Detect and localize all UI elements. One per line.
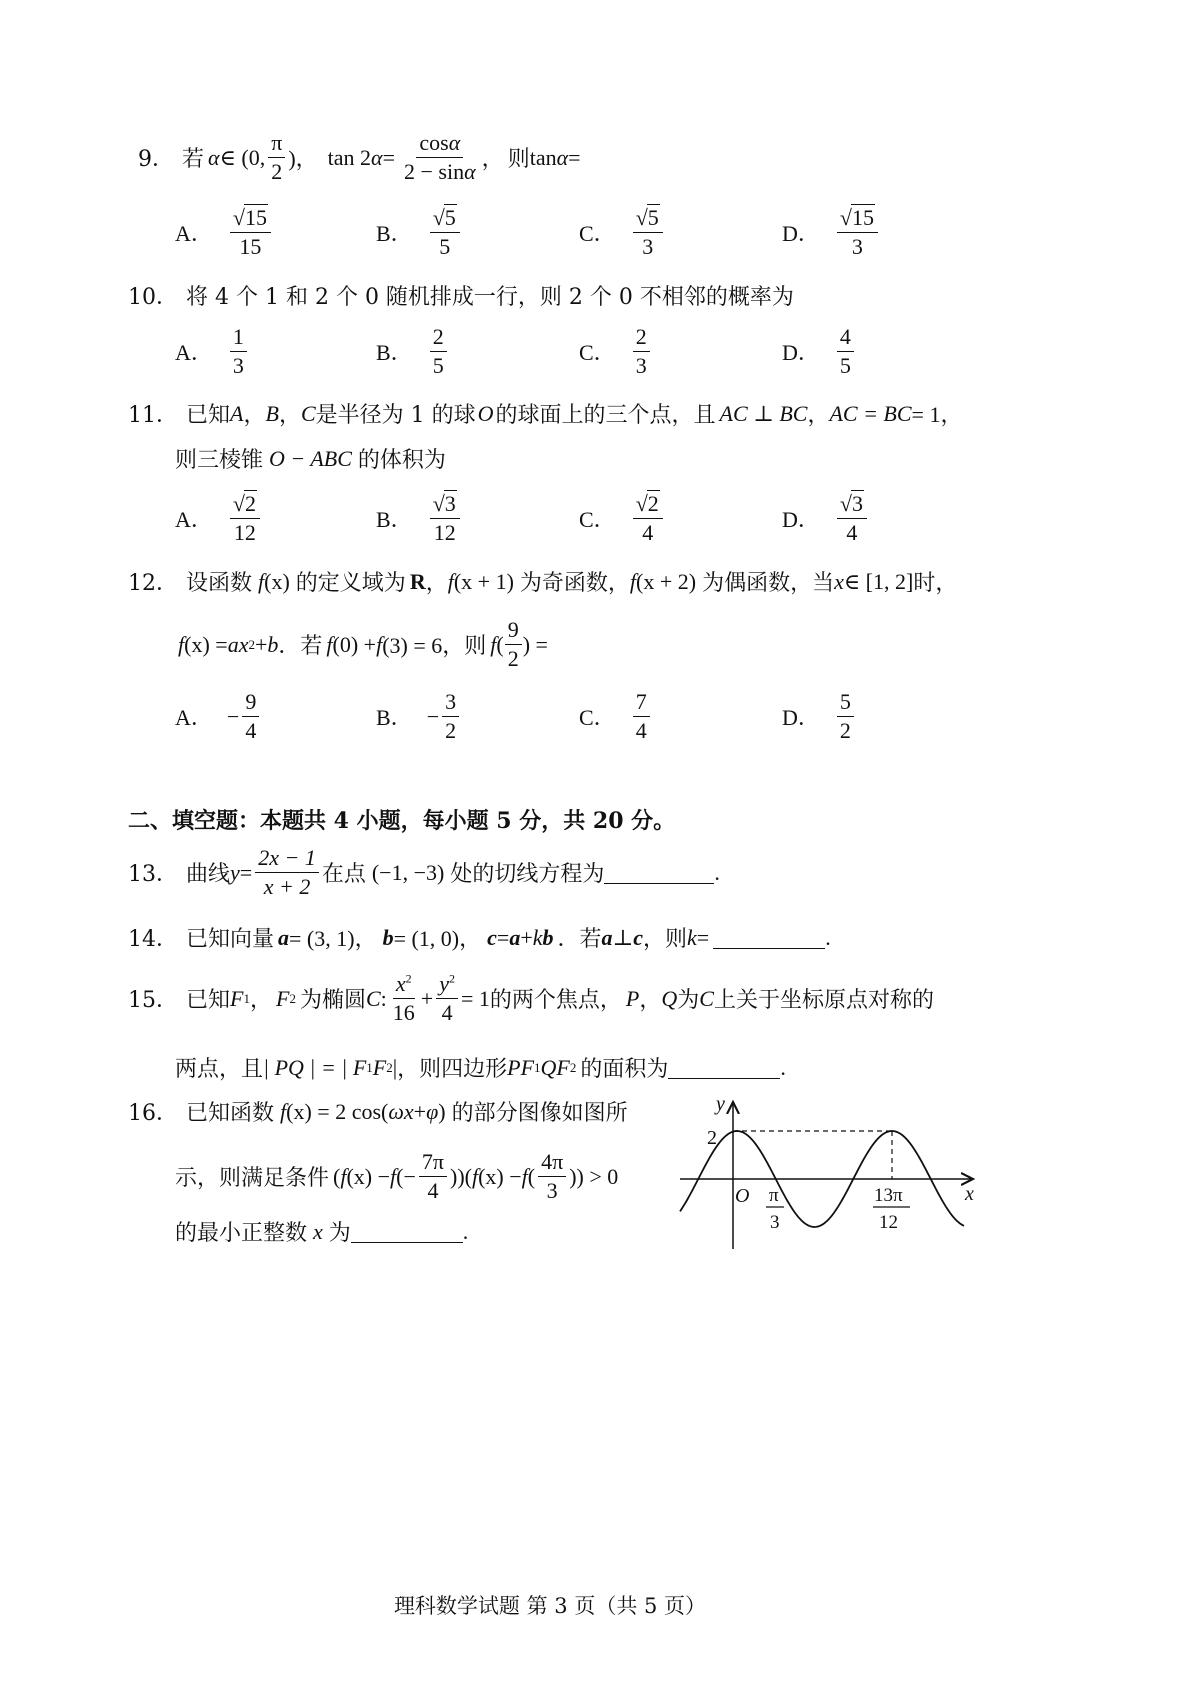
max-value-label: 2: [707, 1127, 717, 1149]
q15-answer-blank[interactable]: [668, 1056, 780, 1079]
q13-fraction: $\frac{2x - 1}{x + 2}$: [255, 846, 319, 899]
q16-stem-line2: 示，则满足条件 ( f (x) − f (− $\frac{7\pi}{4}$ ))( f (x) − f ( $\frac{4\pi}{3}$ )) > 0: [175, 1149, 619, 1204]
q16-stem-line1: 16． 已知函数 f (x) = 2 cos( ω x + φ ) 的部分图像如图所: [128, 1096, 628, 1127]
q14-answer-blank[interactable]: [713, 926, 825, 949]
q9-stem: 9． 若 α ∈ (0, $\frac{\pi}{2}$ )， tan 2 α = $\frac{\cos\alpha}{2 - \sin\alpha}$ ， 则 tan α =: [138, 130, 581, 185]
q10-stem: 10． 将 4 个 1 和 2 个 0 随机排成一行，则 2 个 0 不相邻的概率为: [128, 280, 794, 311]
q15-stem-line1: 15． 已知 F 1 ， F 2 为椭圆 C : $\frac{x^2}{16}$ + $\frac{y^2}{4}$ = 1 的两个焦点， P ， Q 为 C 上关于坐标原点对称的: [128, 971, 934, 1026]
q12-stem-line1: 12． 设函数 f (x) 的定义域为 R ， f (x + 1) 为奇函数， f (x + 2) 为偶函数，当 x ∈ [1, 2] 时，: [128, 566, 957, 597]
q12-option-c[interactable]: C． $\frac{7}{4}$: [579, 690, 653, 743]
tick-13pi-over-12-num: 13π: [874, 1185, 903, 1206]
q15-x2-over-16: $\frac{x^2}{16}$: [392, 971, 415, 1026]
q10-option-d[interactable]: D． $\frac{4}{5}$: [782, 325, 857, 378]
q13-stem: 13． 曲线 y = $\frac{2x - 1}{x + 2}$ 在点 (−1, −3) 处的切线方程为 .: [128, 845, 720, 900]
q11-number: 11．: [128, 403, 178, 428]
q9-option-c[interactable]: C． $\frac{√5}{3}$: [579, 206, 666, 259]
q16-number: 16．: [128, 1101, 178, 1126]
q9-option-b[interactable]: B． $\frac{√5}{5}$: [376, 206, 463, 259]
q10-option-a[interactable]: A． $\frac{1}{3}$: [175, 325, 250, 378]
q15-y2-over-4: $\frac{y^2}{4}$: [436, 972, 458, 1025]
q11-option-c[interactable]: C． $\frac{√2}{4}$: [579, 492, 666, 545]
q10-option-b[interactable]: B． $\frac{2}{5}$: [376, 325, 450, 378]
q12-option-a[interactable]: A． − $\frac{9}{4}$: [175, 690, 262, 743]
q16-answer-blank[interactable]: [351, 1220, 463, 1243]
y-axis-label: y: [716, 1094, 725, 1115]
q15-number: 15．: [128, 988, 178, 1014]
q9-tan2a-fraction: $\frac{\cos\alpha}{2 - \sin\alpha}$: [404, 130, 476, 185]
page-footer: 理科数学试题 第 3 页（共 5 页）: [393, 1594, 707, 1618]
q12-option-d[interactable]: D． $\frac{5}{2}$: [782, 690, 857, 743]
x-axis-label: x: [965, 1183, 974, 1205]
q12-number: 12．: [128, 571, 178, 596]
q14-number: 14．: [128, 927, 178, 952]
q12-stem-line2: f (x) = ax 2 + b ．若 f (0) + f (3) = 6，则 f ( $\frac{9}{2}$ ) =: [178, 617, 548, 672]
q15-stem-line2: 两点，且 | PQ | = | F 1 F 2 | ，则四边形 PF 1 QF 2 的面积为 .: [175, 1054, 786, 1082]
q16-7pi-over-4: $\frac{7\pi}{4}$: [419, 1150, 447, 1203]
q10-number: 10．: [128, 285, 178, 310]
q16-4pi-over-3: $\frac{4\pi}{3}$: [538, 1150, 566, 1203]
tick-13pi-over-12-den: 12: [879, 1212, 898, 1233]
q9-option-d[interactable]: D． $\frac{√15}{3}$: [782, 206, 881, 259]
tick-pi-over-3-den: 3: [770, 1212, 780, 1233]
q12-nine-halves: $\frac{9}{2}$: [505, 618, 522, 671]
q11-option-a[interactable]: A． $\frac{√2}{12}$: [175, 492, 263, 545]
q11-option-d[interactable]: D． $\frac{√3}{4}$: [782, 492, 870, 545]
q13-answer-blank[interactable]: [604, 861, 714, 884]
q10-option-c[interactable]: C． $\frac{2}{3}$: [579, 325, 653, 378]
q9-pi-over-2: $\frac{\pi}{2}$: [268, 131, 285, 184]
q11-option-b[interactable]: B． $\frac{√3}{12}$: [376, 492, 463, 545]
section-heading: 二、填空题：本题共 4 小题，每小题 5 分，共 20 分。: [128, 808, 676, 834]
origin-label: O: [735, 1185, 750, 1207]
cosine-graph: [675, 1094, 985, 1254]
q14-stem: 14． 已知向量 a = (3, 1)， b = (1, 0)， c = a + k b ．若 a ⊥ c ，则 k = .: [128, 922, 831, 953]
tick-pi-over-3-num: π: [769, 1185, 779, 1206]
q12-option-b[interactable]: B． − $\frac{3}{2}$: [376, 690, 462, 743]
q11-stem-line1: 11． 已知 A ， B ， C 是半径为 1 的球 O 的球面上的三个点，且 AC ⊥ BC ， AC = BC = 1，: [128, 398, 962, 429]
q9-option-a[interactable]: A． $\frac{√15}{15}$: [175, 206, 274, 259]
q9-number: 9．: [138, 147, 174, 173]
q11-stem-line2: 则三棱锥 O − ABC 的体积为: [175, 445, 446, 473]
q13-number: 13．: [128, 862, 178, 888]
q16-stem-line3: 的最小正整数 x 为 .: [175, 1218, 469, 1246]
